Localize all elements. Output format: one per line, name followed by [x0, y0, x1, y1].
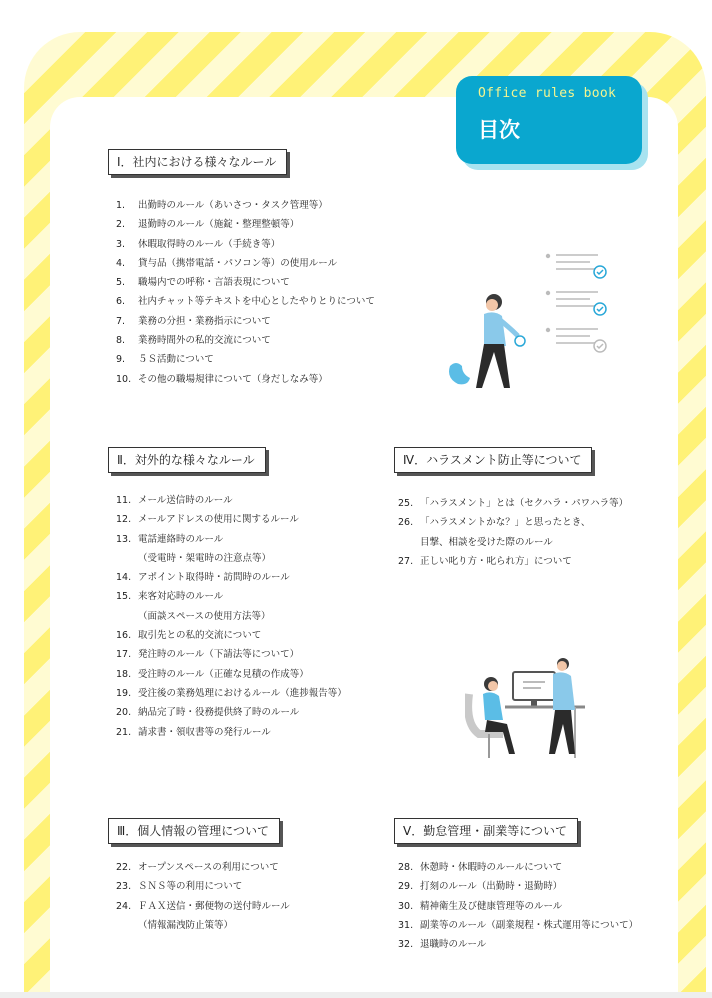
list-item[interactable]: 3. 休暇取得時のルール（手続き等）: [116, 238, 281, 250]
list-item[interactable]: 11. メール送信時のルール: [116, 495, 233, 506]
list-item[interactable]: 5. 職場内での呼称・言語表現について: [116, 277, 290, 289]
checklist-person-illustration: [440, 248, 615, 398]
list-item[interactable]: 17. 発注時のルール（下請法等について）: [116, 649, 300, 661]
list-item[interactable]: 25. 「ハラスメント」とは（セクハラ・パワハラ等）: [398, 498, 629, 509]
section-list-4: [398, 494, 628, 571]
title-tab: [456, 76, 642, 164]
list-item-continuation: （面談スペースの使用方法等）: [138, 610, 271, 622]
list-item[interactable]: 23. ＳＮＳ等の利用について: [116, 881, 243, 893]
list-item[interactable]: 21. 請求書・領収書等の発行ルール: [116, 726, 271, 738]
section-list-2: [116, 491, 347, 742]
list-item[interactable]: 8. 業務時間外の私的交流について: [116, 335, 271, 347]
list-item[interactable]: 6. 社内チャット等テキストを中心としたやりとりについて: [116, 296, 375, 308]
list-item[interactable]: 29. 打刻のルール（出勤時・退勤時）: [398, 881, 563, 893]
section-heading-4: Ⅳ．ハラスメント防止等について: [394, 447, 592, 473]
book-subtitle: Office rules book: [478, 86, 617, 101]
list-item[interactable]: 2. 退勤時のルール（施錠・整理整頓等）: [116, 219, 300, 231]
checklist-icon: [546, 254, 606, 352]
list-item[interactable]: 10. その他の職場規律について（身だしなみ等）: [116, 373, 328, 385]
section-heading-2: Ⅱ．対外的な様々なルール: [108, 447, 266, 473]
list-item-continuation: 目撃、相談を受けた際のルール: [420, 536, 553, 548]
list-item[interactable]: 30. 精神衛生及び健康管理等のルール: [398, 900, 563, 912]
list-item[interactable]: 28. 休憩時・休暇時のルールについて: [398, 862, 563, 873]
list-item[interactable]: 16. 取引先との私的交流について: [116, 630, 262, 642]
list-item[interactable]: 22. オープンスペースの利用について: [116, 862, 279, 873]
list-item[interactable]: 18. 受注時のルール（正確な見積の作成等）: [116, 668, 309, 680]
page-title: 目次: [478, 118, 520, 142]
section-heading-3: Ⅲ．個人情報の管理について: [108, 818, 280, 844]
list-item[interactable]: 14. アポイント取得時・訪問時のルール: [116, 572, 290, 584]
list-item[interactable]: 12. メールアドレスの使用に関するルール: [116, 514, 299, 526]
section-list-1: [116, 196, 375, 389]
list-item-continuation: （受電時・架電時の注意点等）: [138, 552, 272, 564]
list-item[interactable]: 15. 来客対応時のルール: [116, 591, 224, 603]
section-list-3: [116, 858, 290, 935]
list-item[interactable]: 32. 退職時のルール: [398, 939, 487, 951]
list-item[interactable]: 7. 業務の分担・業務指示について: [116, 315, 271, 327]
list-item[interactable]: 20. 納品完了時・役務提供終了時のルール: [116, 707, 300, 719]
list-item[interactable]: 13. 電話連絡時のルール: [116, 533, 224, 545]
section-heading-5: Ⅴ．勤怠管理・副業等について: [394, 818, 578, 844]
list-item[interactable]: 9. ５Ｓ活動について: [116, 354, 214, 366]
list-item[interactable]: 27. 正しい叱り方・叱られ方」について: [398, 555, 572, 567]
office-desk-people-illustration: [465, 654, 595, 764]
page-bottom-bar: [0, 992, 712, 998]
person-figure: [449, 294, 525, 388]
list-item-continuation: （情報漏洩防止策等）: [138, 919, 234, 931]
list-item[interactable]: 26. 「ハラスメントかな？」と思ったとき、: [398, 517, 591, 529]
list-item[interactable]: 4. 貸与品（携帯電話・パソコン等）の使用ルール: [116, 257, 338, 269]
section-heading-1: Ⅰ．社内における様々なルール: [108, 149, 287, 175]
list-item[interactable]: 24. ＦＡＸ送信・郵便物の送付時ルール: [116, 900, 290, 912]
list-item[interactable]: 31. 副業等のルール（副業規程・株式運用等について）: [398, 919, 639, 931]
section-list-5: [398, 858, 638, 954]
list-item[interactable]: 1. 出勤時のルール（あいさつ・タスク管理等）: [116, 200, 328, 211]
list-item[interactable]: 19. 受注後の業務処理におけるルール（進捗報告等）: [116, 687, 347, 699]
